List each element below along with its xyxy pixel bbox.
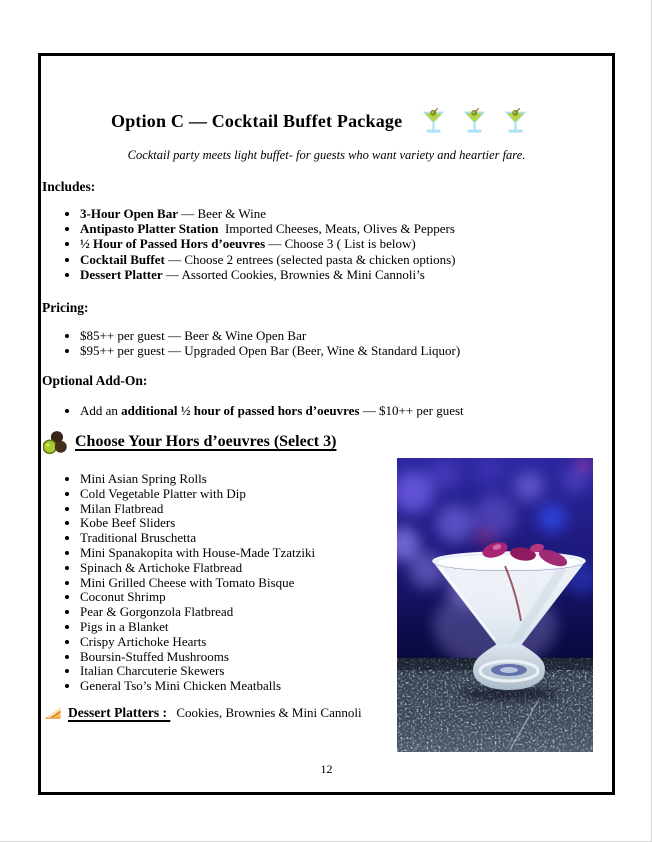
olives-icon [43,430,68,455]
dessert-row [44,702,362,724]
item-bold-text: ½ Hour of Passed Hors d’oeuvres [80,236,266,252]
document-page [38,53,615,795]
addon-list-item [80,403,612,418]
martini-glass-icon [502,107,529,135]
addon-list [41,403,612,418]
item-text: Mini Grilled Cheese with Tomato Bisque [80,574,295,590]
page-number: 12 [320,762,333,776]
hors-list [41,472,380,694]
item-text: Kobe Beef Sliders [80,515,176,531]
hors-list-item [80,472,380,487]
title-row [111,104,529,138]
pricing-list-item [80,328,612,343]
item-text: General Tso’s Mini Chicken Meatballs [80,678,282,694]
includes-list-item [80,267,612,282]
hors-list-item [80,620,380,635]
item-text: Milan Flatbread [80,500,164,516]
cocktail-photo [397,458,593,752]
hors-list-item [80,650,380,665]
item-text: Pigs in a Blanket [80,618,169,634]
hors-list-item [80,679,380,694]
item-text: Pear & Gorgonzola Flatbread [80,604,234,620]
item-bold-text: 3-Hour Open Bar [80,206,178,221]
item-bold-text: additional ½ hour of passed hors d’oeuvres [121,403,360,418]
martini-glass-icon [461,107,488,135]
includes-list-item [80,252,612,267]
hors-list-item [80,502,380,517]
martini-icons-group [420,107,529,135]
item-text: Imported Cheeses, Meats, Olives & Peppers [218,221,455,237]
hors-heading: Choose Your Hors d’oeuvres (Select 3) [75,433,337,450]
item-text: Add an [80,403,122,418]
dessert-label: Dessert Platters : [68,705,171,720]
pricing-heading: Pricing: [42,300,89,315]
hors-list-item [80,516,380,531]
includes-list-item [80,206,612,221]
item-bold-text: Cocktail Buffet [80,251,165,267]
hors-list-item [80,561,380,576]
hors-list-item [80,546,380,561]
includes-list [41,206,612,282]
pricing-list [41,328,612,358]
includes-list-item [80,236,612,251]
item-text: — Beer & Wine [178,206,267,221]
pricing-list-item [80,343,612,358]
includes-list-item [80,221,612,236]
hors-heading-row [43,428,336,456]
item-text: Italian Charcuterie Skewers [80,663,225,679]
item-text: Traditional Bruschetta [80,530,197,546]
item-text: Crispy Artichoke Hearts [80,633,207,649]
cake-slice-icon [44,704,62,722]
item-text: Boursin-Stuffed Mushrooms [80,648,229,664]
hors-list-item [80,531,380,546]
cocktail-photo-art [397,458,593,752]
item-bold-text: Dessert Platter [80,266,163,282]
hors-list-item [80,605,380,620]
hors-list-item [80,635,380,650]
page-subtitle: Cocktail party meets light buffet- for guests who want variety and heartier fare. [127,148,526,162]
item-text: $95++ per guest — Upgraded Open Bar (Beer, Wine & Standard Liquor) [80,343,461,359]
item-text: Spinach & Artichoke Flatbread [80,559,243,575]
item-text: Coconut Shrimp [80,589,166,605]
page-title: Option C — Cocktail Buffet Package [111,110,403,131]
item-text: — Choose 3 ( List is below) [265,236,416,252]
martini-glass-icon [420,107,447,135]
hors-list-item [80,590,380,605]
hors-list-item [80,576,380,591]
item-text: Mini Asian Spring Rolls [80,471,207,486]
includes-heading: Includes: [42,179,96,194]
item-bold-text: Antipasto Platter Station [80,221,219,237]
item-text: — Choose 2 entrees (selected pasta & chicken options) [164,251,456,267]
item-text: Cold Vegetable Platter with Dip [80,485,246,501]
dessert-text: Cookies, Brownies & Mini Cannoli [176,705,362,720]
hors-list-item [80,664,380,679]
item-text: — Assorted Cookies, Brownies & Mini Cannoli’s [162,266,425,282]
item-text: Mini Spanakopita with House-Made Tzatziki [80,544,316,560]
item-text: — $10++ per guest [359,403,464,418]
addon-heading: Optional Add-On: [42,373,148,388]
item-text: $85++ per guest — Beer & Wine Open Bar [80,328,307,343]
hors-list-item [80,487,380,502]
